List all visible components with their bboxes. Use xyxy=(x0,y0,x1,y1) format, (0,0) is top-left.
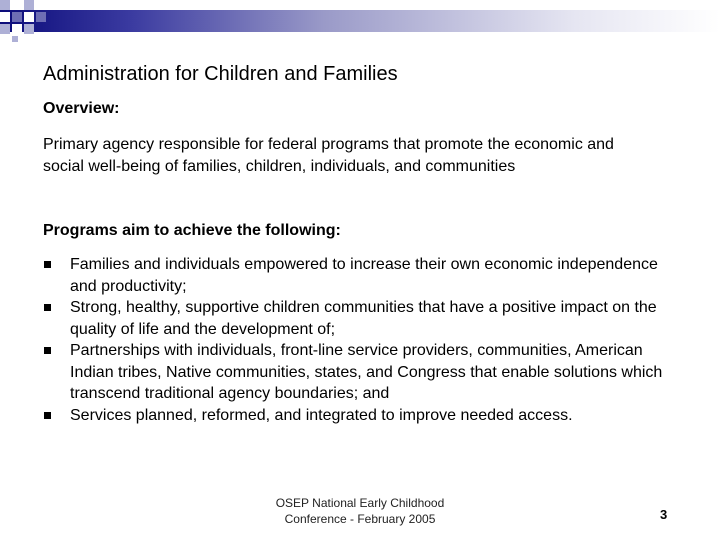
decor-square xyxy=(36,12,46,22)
decor-square xyxy=(0,24,10,34)
corner-squares-decoration xyxy=(0,0,60,48)
list-item xyxy=(43,405,663,427)
decor-square xyxy=(0,0,10,10)
decor-square xyxy=(12,36,18,42)
overview-heading: Overview: xyxy=(43,100,120,117)
list-item-text: Partnerships with individuals, front-line service providers, communities, American Indian tribes, Native communities, states, and Congress that enable solutions which transcend traditional agency boundaries; and xyxy=(70,342,663,402)
square-bullet-icon xyxy=(44,261,51,268)
square-bullet-icon xyxy=(44,412,51,419)
header-decoration-band xyxy=(0,10,720,32)
footer-line: Conference - February 2005 xyxy=(284,512,436,526)
decor-square xyxy=(24,0,34,10)
programs-heading: Programs aim to achieve the following: xyxy=(43,222,341,239)
slide-footer xyxy=(250,495,470,527)
program-goals-list xyxy=(43,254,663,426)
decor-square xyxy=(0,12,10,22)
list-item xyxy=(43,340,663,405)
page-number: 3 xyxy=(660,507,668,522)
overview-text: Primary agency responsible for federal programs that promote the economic and social well-being of families, children, individuals, and communities xyxy=(43,136,614,175)
decor-square xyxy=(12,0,22,10)
decor-square xyxy=(12,12,22,22)
footer-line: OSEP National Early Childhood xyxy=(275,496,445,510)
slide-title: Administration for Children and Families xyxy=(43,63,398,85)
list-item xyxy=(43,297,663,340)
decor-square xyxy=(12,24,22,34)
decor-square xyxy=(24,24,34,34)
square-bullet-icon xyxy=(44,347,51,354)
list-item-text: Families and individuals empowered to increase their own economic independence and productivity; xyxy=(70,256,658,295)
list-item-text: Strong, healthy, supportive children communities that have a positive impact on the quality of life and the development of; xyxy=(70,299,657,338)
decor-square xyxy=(24,12,34,22)
list-item xyxy=(43,254,663,297)
list-item-text: Services planned, reformed, and integrated to improve needed access. xyxy=(70,406,573,424)
square-bullet-icon xyxy=(44,304,51,311)
